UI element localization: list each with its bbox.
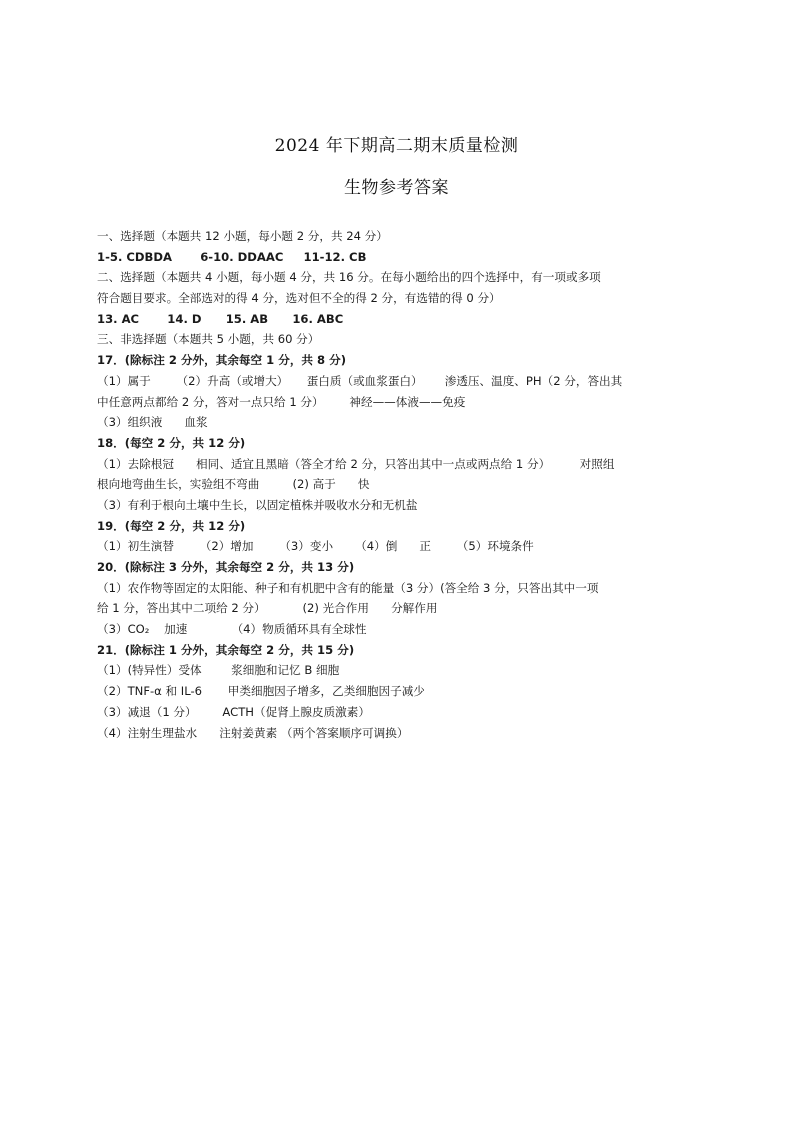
question-19-heading: 19．(每空 2 分，共 12 分): [97, 518, 246, 533]
question-21-heading: 21．(除标注 1 分外，其余每空 2 分，共 15 分): [97, 642, 355, 657]
question-21-line-3: （3）减退（1 分） ACTH（促肾上腺皮质激素）: [97, 704, 370, 719]
question-20-heading: 20．(除标注 3 分外，其余每空 2 分，共 13 分): [97, 560, 355, 574]
question-17-line-3: （3）组织液 血浆: [97, 415, 208, 430]
question-20-line-2: 给 1 分，答出其中二项给 2 分） (2) 光合作用 分解作用: [97, 601, 438, 616]
question-20-line-3: （3）CO₂ 加速 （4）物质循环具有全球性: [97, 622, 367, 637]
section-3-heading: 三、非选择题（本题共 5 小题，共 60 分）: [97, 332, 320, 347]
question-18-line-3: （3）有利于根向土壤中生长，以固定植株并吸收水分和无机盐: [97, 497, 418, 512]
page-title: 2024 年下期高二期末质量检测: [274, 136, 519, 156]
question-17-heading: 17．(除标注 2 分外，其余每空 1 分，共 8 分): [97, 353, 347, 368]
question-18-heading: 18．(每空 2 分，共 12 分): [97, 435, 246, 450]
question-18-line-1: （1）去除根冠 相同、适宜且黑暗（答全才给 2 分，只答出其中一点或两点给 1 分） 对照组: [97, 456, 615, 471]
question-17-line-1: （1）属于 （2）升高（或增大） 蛋白质（或血浆蛋白） 渗透压、温度、PH（2 分，答出其: [97, 373, 623, 388]
section-2-answers: 13. AC 14. D 15. AB 16. ABC: [97, 311, 344, 326]
section-1-answers: 1-5. CDBDA 6-10. DDAAC 11-12. CB: [97, 249, 367, 264]
question-17-line-2: 中任意两点都给 2 分，答对一点只给 1 分） 神经——体液——免疫: [97, 394, 466, 409]
question-18-line-2: 根向地弯曲生长，实验组不弯曲 (2) 高于 快: [97, 477, 370, 492]
page-subtitle: 生物参考答案: [344, 178, 449, 198]
section-2-heading: 二、选择题（本题共 4 小题，每小题 4 分，共 16 分。在每小题给出的四个选择中，有一项或多项: [97, 270, 601, 285]
question-21-line-2: （2）TNF-α 和 IL-6 甲类细胞因子增多，乙类细胞因子减少: [97, 684, 425, 699]
question-21-line-1: （1）(特异性）受体 浆细胞和记忆 B 细胞: [97, 663, 340, 678]
answer-content: [97, 226, 703, 743]
question-21-line-4: （4）注射生理盐水 注射姜黄素 （两个答案顺序可调换）: [97, 725, 409, 740]
question-20-line-1: （1）农作物等固定的太阳能、种子和有机肥中含有的能量（3 分）(答全给 3 分，只答出其中一项: [97, 580, 599, 595]
question-19-line-1: （1）初生演替 （2）增加 （3）变小 （4）倒 正 （5）环境条件: [97, 539, 534, 554]
section-2-heading-cont: 符合题目要求。全部选对的得 4 分，选对但不全的得 2 分，有选错的得 0 分）: [97, 291, 501, 306]
section-1-heading: 一、选择题（本题共 12 小题，每小题 2 分，共 24 分）: [97, 229, 388, 243]
